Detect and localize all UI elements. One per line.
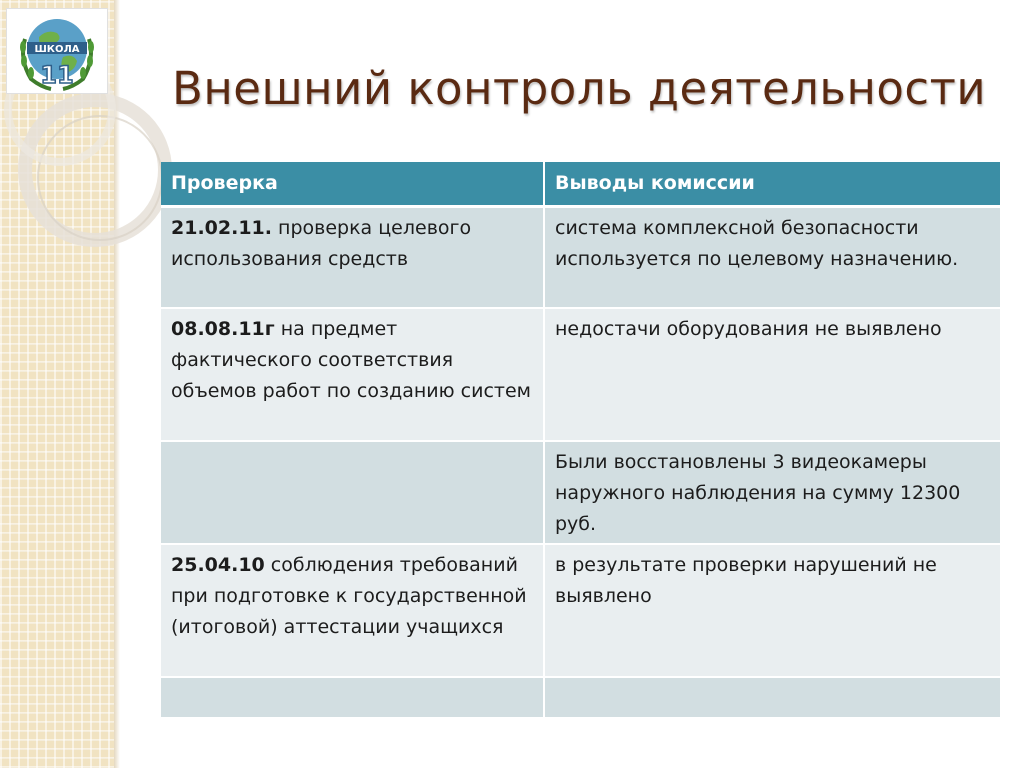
conclusion-cell: недостачи оборудования не выявлено xyxy=(544,308,1000,441)
check-cell xyxy=(161,308,544,441)
table-row xyxy=(161,441,1000,544)
table-row xyxy=(161,207,1000,308)
header-conclusion: Выводы комиссии xyxy=(544,162,1000,207)
check-text: на предмет фактического соответствия объемов работ по созданию систем xyxy=(171,317,531,402)
table-row xyxy=(161,677,1000,718)
check-cell xyxy=(161,677,544,718)
conclusion-cell: система комплексной безопасности используется по целевому назначению. xyxy=(544,207,1000,308)
logo-number-text: 11 xyxy=(40,61,74,89)
check-cell xyxy=(161,441,544,544)
conclusion-cell xyxy=(544,677,1000,718)
conclusion-cell: в результате проверки нарушений не выявлено xyxy=(544,544,1000,677)
school-logo xyxy=(6,8,108,94)
table-row xyxy=(161,544,1000,677)
check-cell xyxy=(161,207,544,308)
table-header-row xyxy=(161,162,1000,207)
check-date: 25.04.10 xyxy=(171,553,265,576)
logo-school-text: ШКОЛА xyxy=(34,44,80,55)
slide-title: Внешний контроль деятельности xyxy=(172,62,987,115)
check-text: проверка целевого использования средств xyxy=(171,217,472,270)
conclusion-cell: Были восстановлены 3 видеокамеры наружного наблюдения на сумму 12300 руб. xyxy=(544,441,1000,544)
globe-laurel-icon xyxy=(7,9,107,93)
table-row xyxy=(161,308,1000,441)
header-check: Проверка xyxy=(161,162,544,207)
inspection-table xyxy=(161,162,1000,719)
check-text: соблюдения требований при подготовке к государственной (итоговой) аттестации учащихся xyxy=(171,553,527,638)
check-cell xyxy=(161,544,544,677)
check-date: 08.08.11г xyxy=(171,317,275,340)
check-date: 21.02.11. xyxy=(171,217,272,239)
